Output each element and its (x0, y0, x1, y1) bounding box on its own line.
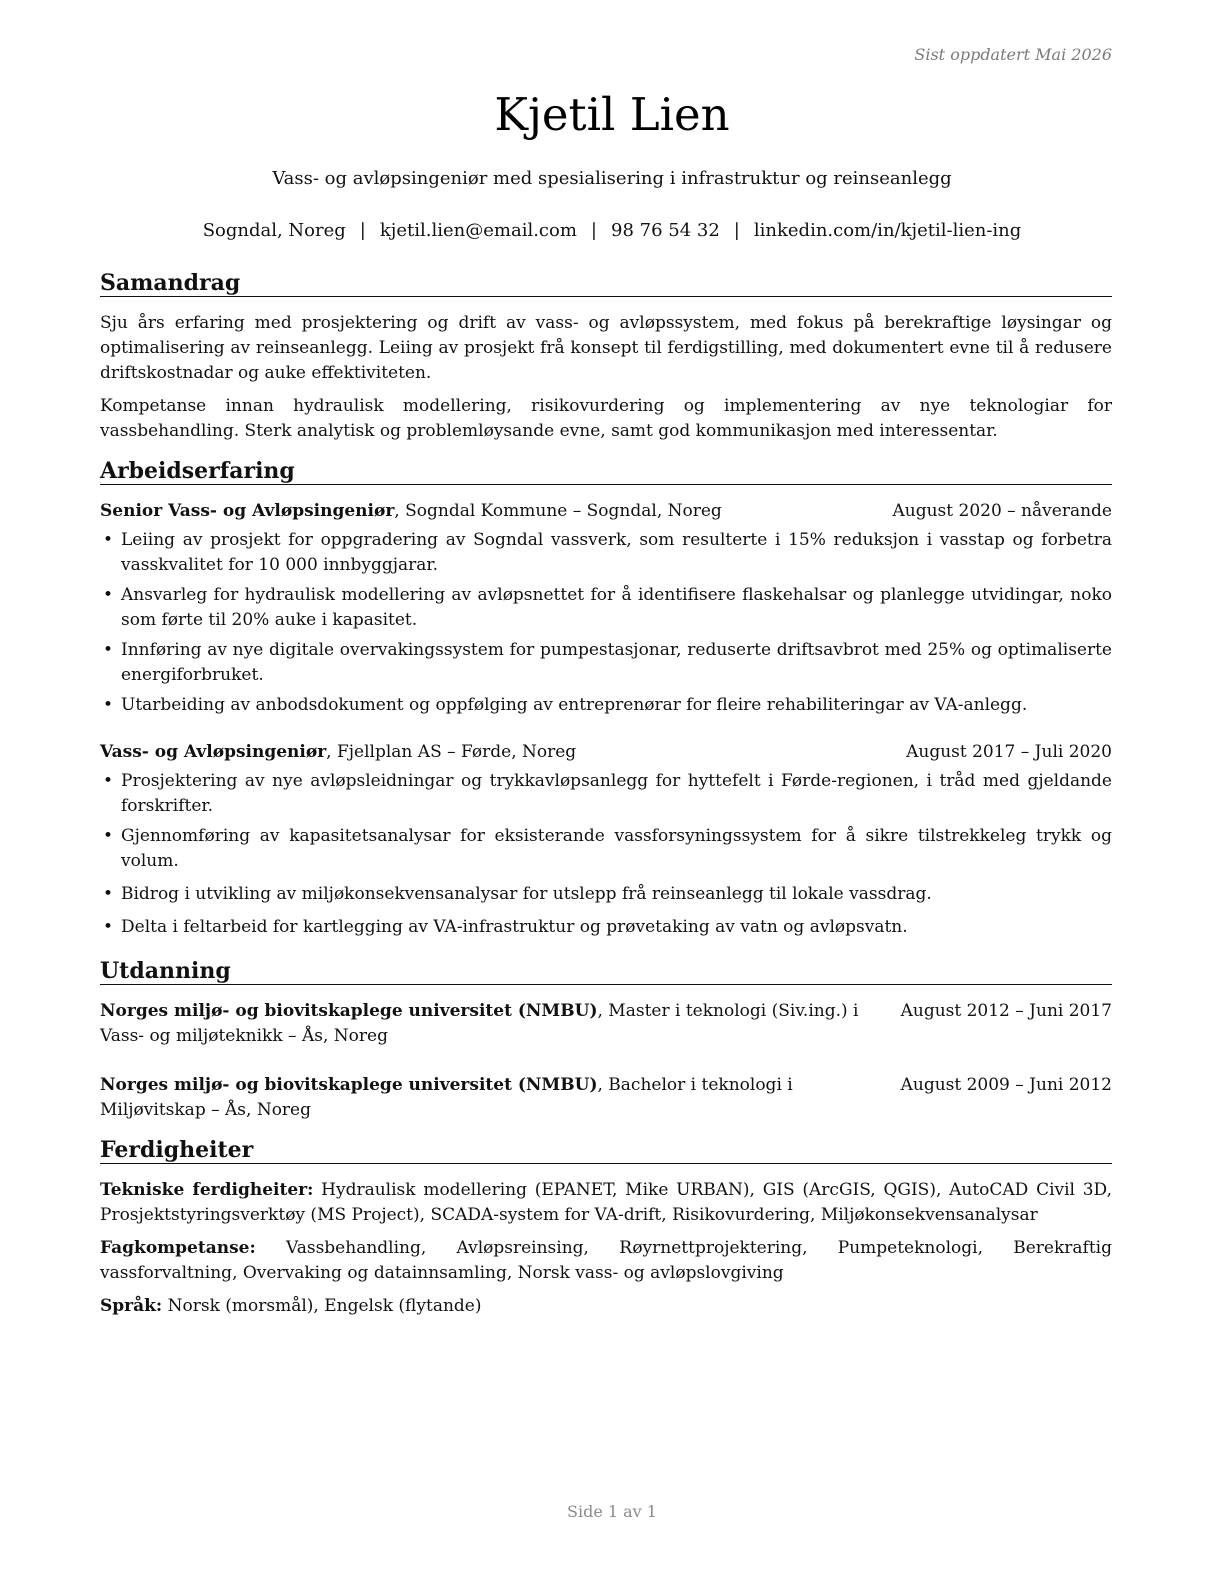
skills-text: Vassbehandling, Avløpsreinsing, Røyrnettprojektering, Pumpeteknologi, Berekraftig vassforvaltning, Overvaking og datainnsamling, Norsk vass- og avløpslovgiving (100, 1238, 1112, 1283)
job-entry (100, 499, 1112, 718)
last-updated: Sist oppdatert Mai 2026 (914, 45, 1112, 64)
list-item (100, 824, 1112, 874)
bullet-text: Gjennomføring av kapasitetsanalysar for eksisterande vassforsyningssystem for å sikre tilstrekkeleg trykk og volum. (121, 826, 1112, 871)
education-entry (100, 999, 1112, 1049)
separator: | (733, 220, 740, 241)
education-dates: August 2009 – Juni 2012 (900, 1075, 1112, 1095)
bullet-text: Leiing av prosjekt for oppgradering av Sogndal vassverk, som resulterte i 15% reduksjon i vasstap og forbetra vasskvalitet for 10 000 innbyggjarar. (121, 530, 1112, 575)
separator: | (590, 220, 597, 241)
bullet-text: Utarbeiding av anbodsdokument og oppfølging av entreprenørar for fleire rehabiliteringar av VA-anlegg. (121, 695, 1028, 715)
section-title-experience: Arbeidserfaring (100, 458, 1112, 485)
bullet-icon: • (103, 585, 114, 605)
skills-technical (100, 1178, 1112, 1228)
bullet-icon: • (103, 640, 114, 660)
education-school: Norges miljø- og biovitskaplege universitet (NMBU) (100, 1075, 598, 1095)
job-header (100, 740, 1112, 765)
job-dates: August 2020 – nåverande (892, 501, 1112, 521)
separator: | (359, 220, 366, 241)
education-degree: , Bachelor i teknologi i Miljøvitskap – Ås, Noreg (100, 1075, 793, 1120)
candidate-name: Kjetil Lien (494, 88, 730, 141)
contact-email[interactable]: kjetil.lien@email.com (379, 220, 577, 241)
bullet-icon: • (103, 530, 114, 550)
contact-location: Sogndal, Noreg (202, 220, 346, 241)
bullet-icon: • (103, 884, 114, 904)
job-bullets (100, 528, 1112, 718)
contact-phone: 98 76 54 32 (611, 220, 720, 241)
section-title-skills: Ferdigheiter (100, 1137, 1112, 1164)
page-number: Side 1 av 1 (567, 1502, 657, 1521)
list-item (100, 693, 1112, 718)
skills-label: Språk: (100, 1296, 163, 1316)
job-bullets (100, 769, 1112, 940)
section-title-education: Utdanning (100, 958, 1112, 985)
bullet-icon: • (103, 826, 114, 846)
contact-line (0, 220, 1224, 241)
education-dates: August 2012 – Juni 2017 (900, 1001, 1112, 1021)
summary-paragraph: Kompetanse innan hydraulisk modellering, risikovurdering og implementering av nye teknologiar for vassbehandling. Sterk analytisk og problemløysande evne, samt god kommunikasjon med interessentar. (100, 396, 1112, 441)
list-item (100, 528, 1112, 578)
bullet-text: Ansvarleg for hydraulisk modellering av avløpsnettet for å identifisere flaskehalsar og planlegge utvidingar, noko som førte til 20% auke i kapasitet. (121, 585, 1112, 630)
bullet-icon: • (103, 695, 114, 715)
list-item (100, 882, 1112, 907)
contact-linkedin[interactable]: linkedin.com/in/kjetil-lien-ing (753, 220, 1022, 241)
education-degree: , Master i teknologi (Siv.ing.) i Vass- og miljøteknikk – Ås, Noreg (100, 1001, 859, 1046)
bullet-text: Delta i feltarbeid for kartlegging av VA-infrastruktur og prøvetaking av vatn og avløpsvatn. (121, 917, 908, 937)
job-org: , Fjellplan AS – Førde, Noreg (326, 742, 577, 762)
job-entry (100, 740, 1112, 940)
job-org: , Sogndal Kommune – Sogndal, Noreg (394, 501, 722, 521)
summary-paragraph: Sju års erfaring med prosjektering og drift av vass- og avløpssystem, med fokus på berekraftige løysingar og optimalisering av reinseanlegg. Leiing av prosjekt frå konsept til ferdigstilling, med dokumentert evne til å redusere driftskostnadar og auke effektiviteten. (100, 313, 1112, 383)
list-item (100, 638, 1112, 688)
job-dates: August 2017 – Juli 2020 (906, 742, 1112, 762)
section-title-summary: Samandrag (100, 270, 1112, 297)
skills-block (100, 1178, 1112, 1319)
list-item (100, 915, 1112, 940)
bullet-text: Prosjektering av nye avløpsleidningar og trykkavløpsanlegg for hyttefelt i Førde-regionen, i tråd med gjeldande forskrifter. (121, 771, 1112, 816)
skills-label: Tekniske ferdigheiter: (100, 1180, 314, 1200)
list-item (100, 583, 1112, 633)
job-role: Vass- og Avløpsingeniør (100, 742, 327, 762)
tagline: Vass- og avløpsingeniør med spesialisering i infrastruktur og reinseanlegg (272, 168, 952, 189)
education-school: Norges miljø- og biovitskaplege universitet (NMBU) (100, 1001, 598, 1021)
skills-label: Fagkompetanse: (100, 1238, 256, 1258)
skills-domain (100, 1236, 1112, 1286)
bullet-text: Innføring av nye digitale overvakingssystem for pumpestasjonar, reduserte driftsavbrot med 25% og optimaliserte energiforbruket. (121, 640, 1112, 685)
job-role: Senior Vass- og Avløpsingeniør (100, 501, 395, 521)
bullet-icon: • (103, 771, 114, 791)
resume-content (100, 270, 1112, 1327)
bullet-icon: • (103, 917, 114, 937)
job-header (100, 499, 1112, 524)
list-item (100, 769, 1112, 819)
skills-text: Norsk (morsmål), Engelsk (flytande) (162, 1296, 482, 1316)
skills-languages (100, 1294, 1112, 1319)
skills-text: Hydraulisk modellering (EPANET, Mike URBAN), GIS (ArcGIS, QGIS), AutoCAD Civil 3D, Prosjektstyringsverktøy (MS Project), SCADA-system for VA-drift, Risikovurdering, Miljøkonsekvensanalysar (100, 1180, 1112, 1225)
education-entry (100, 1073, 1112, 1123)
bullet-text: Bidrog i utvikling av miljøkonsekvensanalysar for utslepp frå reinseanlegg til lokale vassdrag. (121, 884, 932, 904)
